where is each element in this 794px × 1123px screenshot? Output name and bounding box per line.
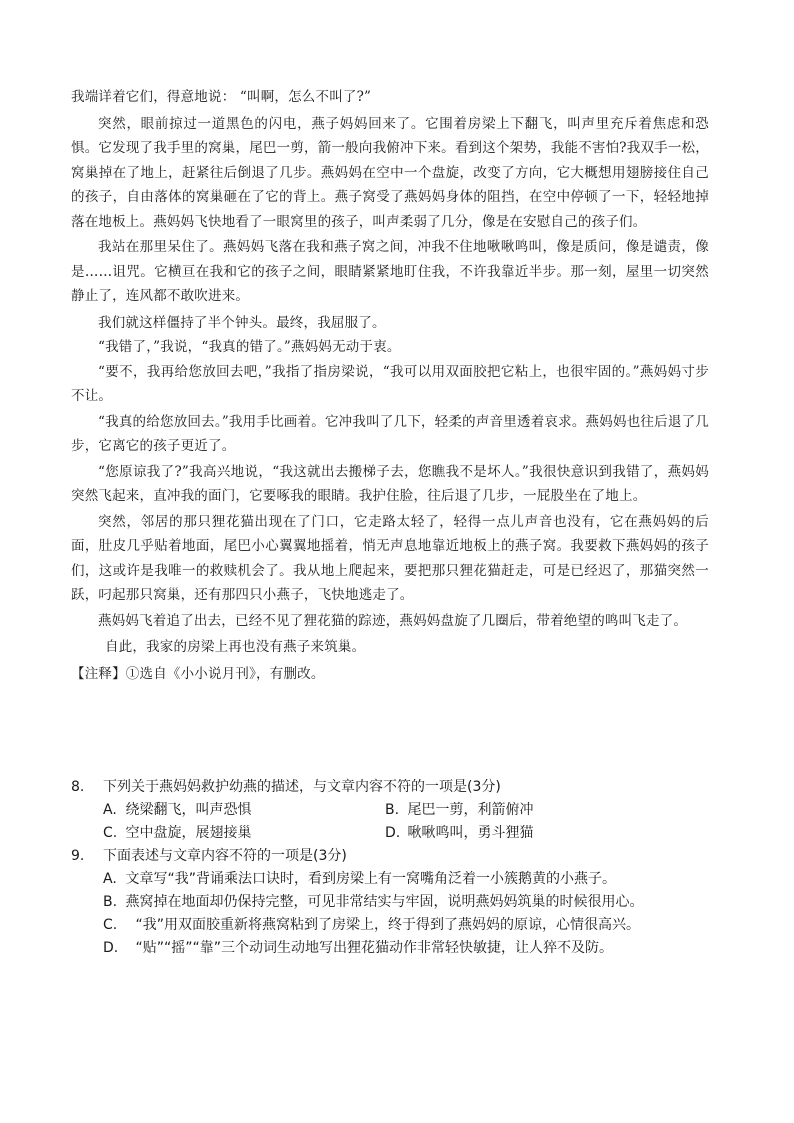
option-text: 绕梁翻飞，叫声恐惧 xyxy=(125,802,252,818)
option-letter: B. xyxy=(103,894,118,910)
option-9b xyxy=(103,891,721,914)
footnote: 【注释】①选自《小小说月刊》，有删改。 xyxy=(71,665,325,682)
questions-section xyxy=(71,776,721,960)
option-text: 啾啾鸣叫，勇斗狸猫 xyxy=(407,825,534,841)
option-text: “我”用双面胶重新将燕窝粘到了房梁上，终于得到了燕妈妈的原谅，心情很高兴。 xyxy=(135,917,640,933)
story-paragraph: 突然，邻居的那只狸花猫出现在了门口，它走路太轻了，轻得一点儿声音也没有，它在燕妈妈的后面，肚皮几乎贴着地面，尾巴小心翼翼地摇着，悄无声息地靠近地板上的燕子窝。我要救下燕妈妈的孩子们，这或许是我唯一的救赎机会了。我从地上爬起来，要把那只狸花猫赶走，可是已经迟了，那猫突然一跃，叼起那只窝巢，还有那四只小燕子，飞快地逃走了。 xyxy=(71,513,709,603)
story-paragraph: “我错了，”我说，“我真的错了。”燕妈妈无动于衷。 xyxy=(98,339,401,355)
option-text: 燕窝掉在地面却仍保持完整，可见非常结实与牢固，说明燕妈妈筑巢的时候很用心。 xyxy=(125,894,644,910)
option-9a xyxy=(103,868,721,891)
option-8a xyxy=(103,799,385,822)
question-8-stem xyxy=(71,776,721,799)
option-letter: B. xyxy=(385,802,400,818)
option-letter: C. xyxy=(103,825,118,841)
option-9c xyxy=(103,914,721,937)
question-9-options xyxy=(71,868,721,960)
option-letter: C. xyxy=(103,917,118,933)
option-text: 文章写“我”背诵乘法口诀时，看到房梁上有一窝嘴角泛着一小簇鹅黄的小燕子。 xyxy=(125,871,616,887)
option-letter: D. xyxy=(385,825,401,841)
option-8c xyxy=(103,822,385,845)
story-paragraph: 我们就这样僵持了半个钟头。最终，我屈服了。 xyxy=(98,314,386,331)
option-8d xyxy=(385,822,685,845)
story-paragraph: “我真的给您放回去。”我用手比画着。它冲我叫了几下，轻柔的声音里透着哀求。燕妈妈也往后退了几步，它离它的孩子更近了。 xyxy=(71,413,709,454)
option-9d xyxy=(103,937,721,960)
option-text: “贴”“摇”“靠”三个动词生动地写出狸花猫动作非常轻快敏捷，让人猝不及防。 xyxy=(135,940,613,956)
question-8-options xyxy=(71,799,721,845)
story-paragraph: “要不，我再给您放回去吧，”我指了指房梁说，“我可以用双面胶把它粘上，也很牢固的。”燕妈妈寸步不让。 xyxy=(71,363,709,404)
question-text: 下面表述与文章内容不符的一项是(3分) xyxy=(103,848,347,864)
question-number: 8. xyxy=(71,779,85,795)
option-text: 空中盘旋，展翅接巢 xyxy=(125,825,252,841)
question-number: 9. xyxy=(71,848,85,864)
story-paragraph: 燕妈妈飞着追了出去，已经不见了狸花猫的踪迹，燕妈妈盘旋了几圈后，带着绝望的鸣叫飞走了。 xyxy=(98,612,688,629)
question-text: 下列关于燕妈妈救护幼燕的描述，与文章内容不符的一项是(3分) xyxy=(103,779,501,795)
question-9-stem xyxy=(71,845,721,868)
option-8b xyxy=(385,799,685,822)
option-letter: A. xyxy=(103,802,117,818)
story-paragraph: 自此，我家的房梁上再也没有燕子来筑巢。 xyxy=(105,639,366,655)
story-paragraph: 我端详着它们，得意地说： “叫啊，怎么不叫了?” xyxy=(71,89,372,105)
story-paragraph: “您原谅我了?”我高兴地说，“我这就出去搬梯子去，您瞧我不是坏人。”我很快意识到我错了，燕妈妈突然飞起来，直冲我的面门，它要啄我的眼睛。我护住脸，往后退了几步，一屁股坐在了地上。 xyxy=(71,463,709,504)
option-letter: D. xyxy=(103,940,119,956)
story-paragraph: 突然，眼前掠过一道黑色的闪电，燕子妈妈回来了。它围着房梁上下翻飞，叫声里充斥着焦虑和恐惧。它发现了我手里的窝巢，尾巴一剪，箭一般向我俯冲下来。看到这个架势，我能不害怕?我双手一松，窝巢掉在了地上，赶紧往后倒退了几步。燕妈妈在空中一个盘旋，改变了方向，它大概想用翅膀接住自己的孩子，自由落体的窝巢砸在了它的背上。燕子窝受了燕妈妈身体的阻挡，在空中停顿了一下，轻轻地掉落在地板上。燕妈妈飞快地看了一眼窝里的孩子，叫声柔弱了几分，像是在安慰自己的孩子们。 xyxy=(71,115,709,230)
story-text xyxy=(71,85,709,686)
option-text: 尾巴一剪，利箭俯冲 xyxy=(407,802,534,818)
story-paragraph: 我站在那里呆住了。燕妈妈飞落在我和燕子窝之间，冲我不住地啾啾鸣叫，像是质问，像是谴责，像是……诅咒。它横亘在我和它的孩子之间，眼睛紧紧地盯住我，不许我靠近半步。那一刻，屋里一切突然静止了，连风都不敢吹进来。 xyxy=(71,239,709,304)
option-letter: A. xyxy=(103,871,117,887)
